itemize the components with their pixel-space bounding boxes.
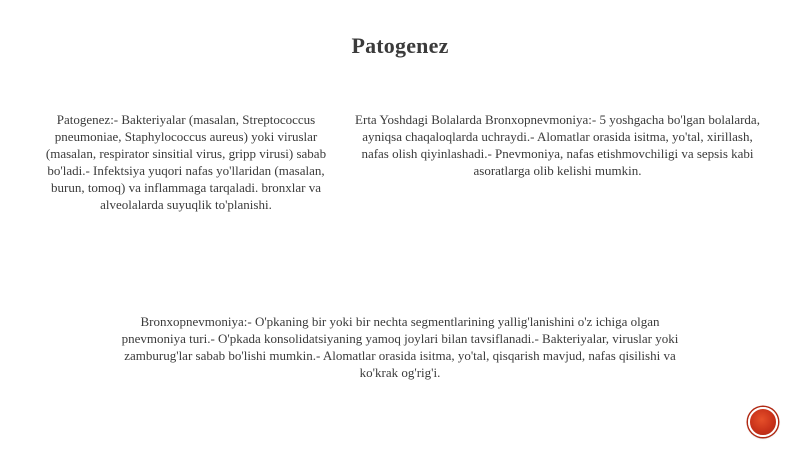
slide-title: Patogenez (351, 33, 449, 58)
pathogenesis-text: Patogenez:- Bakteriyalar (masalan, Streptococcus pneumoniae, Staphylococcus aureus) yoki viruslar (masalan, respirator sinsitial virus, gripp virusi) sabab bo'ladi.- Infektsiya yuqori nafas yo'llaridan (masalan, burun, tomoq) va inflammaga tarqaladi. bronxlar va alveolalarda suyuqlik to'planishi. (45, 112, 327, 212)
navigation-circle-icon[interactable] (748, 407, 778, 437)
bronchopneumonia-definition-text: Bronxopnevmoniya:- O'pkaning bir yoki bir nechta segmentlarining yallig'lanishini o'z ichiga olgan pnevmoniya turi.- O'pkada konsolidatsiyaning yamoq joylari bilan tavsiflanadi.- Bakteriyalar, viruslar yoki zamburug'lar sabab bo'lishi mumkin.- Alomatlar orasida isitma, yo'tal, qisqarish mavjud, nafas qisilishi va ko'krak og'rig'i. (121, 314, 679, 380)
early-childhood-text: Erta Yoshdagi Bolalarda Bronxopnevmoniya:- 5 yoshgacha bo'lgan bolalarda, ayniqsa chaqaloqlarda uchraydi.- Alomatlar orasida isitma, yo'tal, xirillash, nafas olish qiyinlashadi.- Pnevmoniya, nafas etishmovchiligi va sepsis kabi asoratlarga olib kelishi mumkin. (355, 112, 760, 178)
